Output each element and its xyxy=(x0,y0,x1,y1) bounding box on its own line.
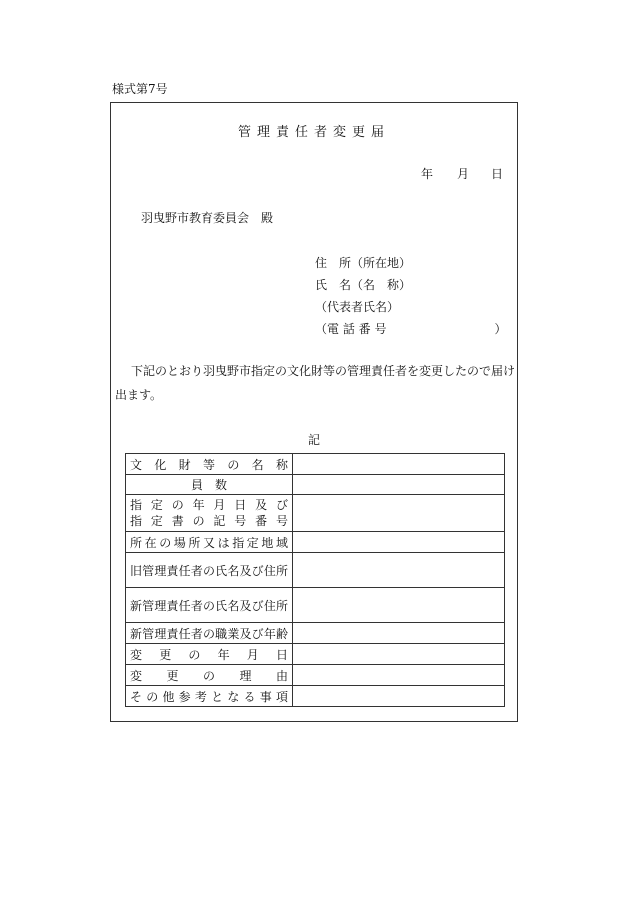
row-value-cell xyxy=(293,532,505,553)
row-value-cell xyxy=(293,588,505,623)
applicant-phone: （電 話 番 号 ） xyxy=(315,322,507,336)
form-frame xyxy=(110,102,518,722)
row-value-cell xyxy=(293,644,505,665)
row-value-cell xyxy=(293,475,505,495)
table-row xyxy=(126,495,505,532)
row-label: 員 数 xyxy=(126,475,293,495)
row-label: 旧管理責任者の氏名及び住所 xyxy=(126,553,293,588)
row-label: 変更の理由 xyxy=(126,665,293,686)
row-value-cell xyxy=(293,454,505,475)
table-row xyxy=(126,532,505,553)
note-mark: 記 xyxy=(307,433,320,447)
row-label: 変更の年月日 xyxy=(126,644,293,665)
date-year: 年 xyxy=(421,167,434,181)
table-row xyxy=(126,454,505,475)
recipient: 羽曳野市教育委員会 殿 xyxy=(141,211,274,225)
form-number: 様式第7号 xyxy=(112,82,168,96)
date-month: 月 xyxy=(457,167,470,181)
table-row xyxy=(126,644,505,665)
row-label-line: 指定書の記号番号 xyxy=(130,514,288,528)
applicant-representative: （代表者氏名） xyxy=(315,300,400,314)
table-row xyxy=(126,665,505,686)
row-value-cell xyxy=(293,495,505,532)
row-label: 新管理責任者の職業及び年齢 xyxy=(126,623,293,644)
row-label-line: 指定の年月日及び xyxy=(130,498,288,512)
table-row xyxy=(126,553,505,588)
row-value-cell xyxy=(293,553,505,588)
row-value-cell xyxy=(293,623,505,644)
items-table xyxy=(125,453,505,707)
row-value-cell xyxy=(293,686,505,707)
row-label: その他参考となる事項 xyxy=(126,686,293,707)
table-row xyxy=(126,588,505,623)
applicant-address: 住 所（所在地） xyxy=(315,256,412,270)
row-label: 所在の場所又は指定地域 xyxy=(126,532,293,553)
row-value-cell xyxy=(293,665,505,686)
form-title: 管理責任者変更届 xyxy=(237,125,390,140)
row-label: 新管理責任者の氏名及び住所 xyxy=(126,588,293,623)
table-row xyxy=(126,623,505,644)
date-day: 日 xyxy=(491,167,504,181)
applicant-name: 氏 名（名 称） xyxy=(315,278,412,292)
row-label: 文化財等の名称 xyxy=(126,454,293,475)
table-row xyxy=(126,686,505,707)
table-row xyxy=(126,475,505,495)
row-label xyxy=(126,495,293,532)
body-text: 下記のとおり羽曳野市指定の文化財等の管理責任者を変更したので届け出ます。 xyxy=(115,364,516,402)
